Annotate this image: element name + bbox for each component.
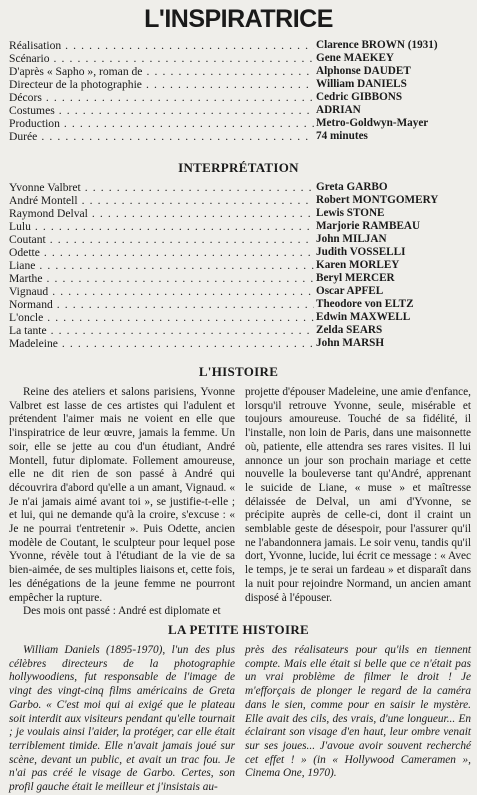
histoire-left-column xyxy=(9,386,235,619)
interpretation-heading: INTERPRÉTATION xyxy=(178,160,299,175)
credits-list xyxy=(9,39,469,143)
petite-histoire-body xyxy=(9,644,471,795)
cast-row: Marthe . . . Beryl MERCER xyxy=(9,272,469,285)
petite-histoire-heading: LA PETITE HISTOIRE xyxy=(168,622,309,637)
cast-list xyxy=(9,181,469,350)
histoire-right-column xyxy=(245,386,471,619)
cast-row: Raymond Delval . . . Lewis STONE xyxy=(9,207,469,220)
credit-row: D'après « Sapho », roman de . . . Alphonse DAUDET xyxy=(9,65,469,78)
histoire-paragraph: Des mois ont passé : André est diplomate et xyxy=(23,605,221,618)
cast-row: L'oncle . . . Edwin MAXWELL xyxy=(9,311,469,324)
credit-row: Décors . . . Cedric GIBBONS xyxy=(9,91,469,104)
credit-row: Durée . . . 74 minutes xyxy=(9,130,469,143)
histoire-body xyxy=(9,386,471,619)
petite-histoire-paragraph: William Daniels (1895-1970), l'un des plus célèbres directeurs de la photographie hollywoodiens, fut responsable de l'image de vingt des vingt-cinq films américains de Greta Garbo. « C'est moi qui ai exigé que le plateau soit interdit aux visiteurs pendant qu'elle tournait ; je voulais ainsi l'aider, la protéger, car elle était terriblement timide. Elle n'avait jamais joué sur scène, devant un public, et avait un trac fou. Je n'ai pas créé le visage de Garbo. Certes, son profil gauche était le meilleur et j'insistais au- xyxy=(9,644,235,794)
cast-row: Madeleine . . . John MARSH xyxy=(9,337,469,350)
cast-row: Vignaud . . . Oscar APFEL xyxy=(9,285,469,298)
cast-row: Normand . . . Theodore von ELTZ xyxy=(9,298,469,311)
petite-histoire-right-column xyxy=(245,644,471,795)
credit-row: Costumes . . . ADRIAN xyxy=(9,104,469,117)
petite-histoire-left-column xyxy=(9,644,235,795)
cast-row: Yvonne Valbret . . . Greta GARBO xyxy=(9,181,469,194)
cast-row: Coutant . . . John MILJAN xyxy=(9,233,469,246)
cast-row: Liane . . . Karen MORLEY xyxy=(9,259,469,272)
credit-row: Scénario . . . Gene MAEKEY xyxy=(9,52,469,65)
histoire-heading: L'HISTOIRE xyxy=(198,364,279,379)
cast-row: André Montell . . . Robert MONTGOMERY xyxy=(9,194,469,207)
histoire-paragraph: Reine des ateliers et salons parisiens, Yvonne Valbret est lasse de ces artistes qui l'adulent et prétendent l'aimer mais ne voient en elle que l'inspiratrice de leur œuvre, jamais la femme. Un soir, elle se jette au cou d'un étudiant, André Montell, futur diplomate. Follement amoureuse, elle ne dit rien de son passé à André qui découvrira d'abord qu'elle a un amant, Vignaud. « Je n'ai jamais aimé avant toi », se justifie-t-elle ; et lui, qui ne demande qu'à la croire, s'excuse : « Je ne pourrai t'entretenir ». Puis Odette, ancien modèle de Coutant, le sculpteur pour lequel pose Yvonne, révèle tout à l'étudiant de la vie de sa bien-aimée, de ses multiples liaisons et, cette fois, les dénégations de la jeune femme ne pourront empêcher la rupture. xyxy=(9,386,235,604)
credit-row: Production . . . Metro-Goldwyn-Mayer xyxy=(9,117,469,130)
cast-row: Lulu . . . Marjorie RAMBEAU xyxy=(9,220,469,233)
petite-histoire-paragraph: près des réalisateurs pour qu'ils en tiennent compte. Mais elle était si belle que ce n'était pas un vrai problème de filmer le droit ! Je m'efforçais de plonger le regard de la caméra dans le sien, comme pour en saisir le mystère. Elle avait des cils, des vrais, d'une longueur... En éclairant son visage d'en haut, leur ombre venait sur ses joues... J'avoue avoir souvent recherché cet effet ! » (in « Hollywood Cameramen », Cinema One, 1970). xyxy=(245,644,471,780)
cast-row: Odette . . . Judith VOSSELLI xyxy=(9,246,469,259)
page-title: L'INSPIRATRICE xyxy=(144,5,333,33)
credit-row: Réalisation . . . Clarence BROWN (1931) xyxy=(9,39,469,52)
histoire-paragraph: projette d'épouser Madeleine, une amie d'enfance, lorsqu'il retrouve Yvonne, seule, misérable et toujours amoureuse. Touché de sa fidélité, il l'installe, non loin de Paris, dans une maisonnette où, patiente, elle attendra ses rares visites. Il lui annonce un jour son prochain mariage et cette nouvelle la bouleverse tant qu'André, apprenant le suicide de Liane, « muse » et maîtresse délaissée de Delval, un ami d'Yvonne, se précipite auprès de celle-ci, dont il craint un semblable geste de désespoir, pour l'assurer qu'il ne l'abandonnera jamais. Le soir venu, tandis qu'il dort, Yvonne, lucide, lui écrit ce message : « Avec le temps, je te serai un fardeau » et disparaît dans la nuit pour rejoindre Normand, un ancien amant disposé à l'épouser. xyxy=(245,386,471,604)
cast-row: La tante . . . Zelda SEARS xyxy=(9,324,469,337)
credit-row: Directeur de la photographie . . . William DANIELS xyxy=(9,78,469,91)
